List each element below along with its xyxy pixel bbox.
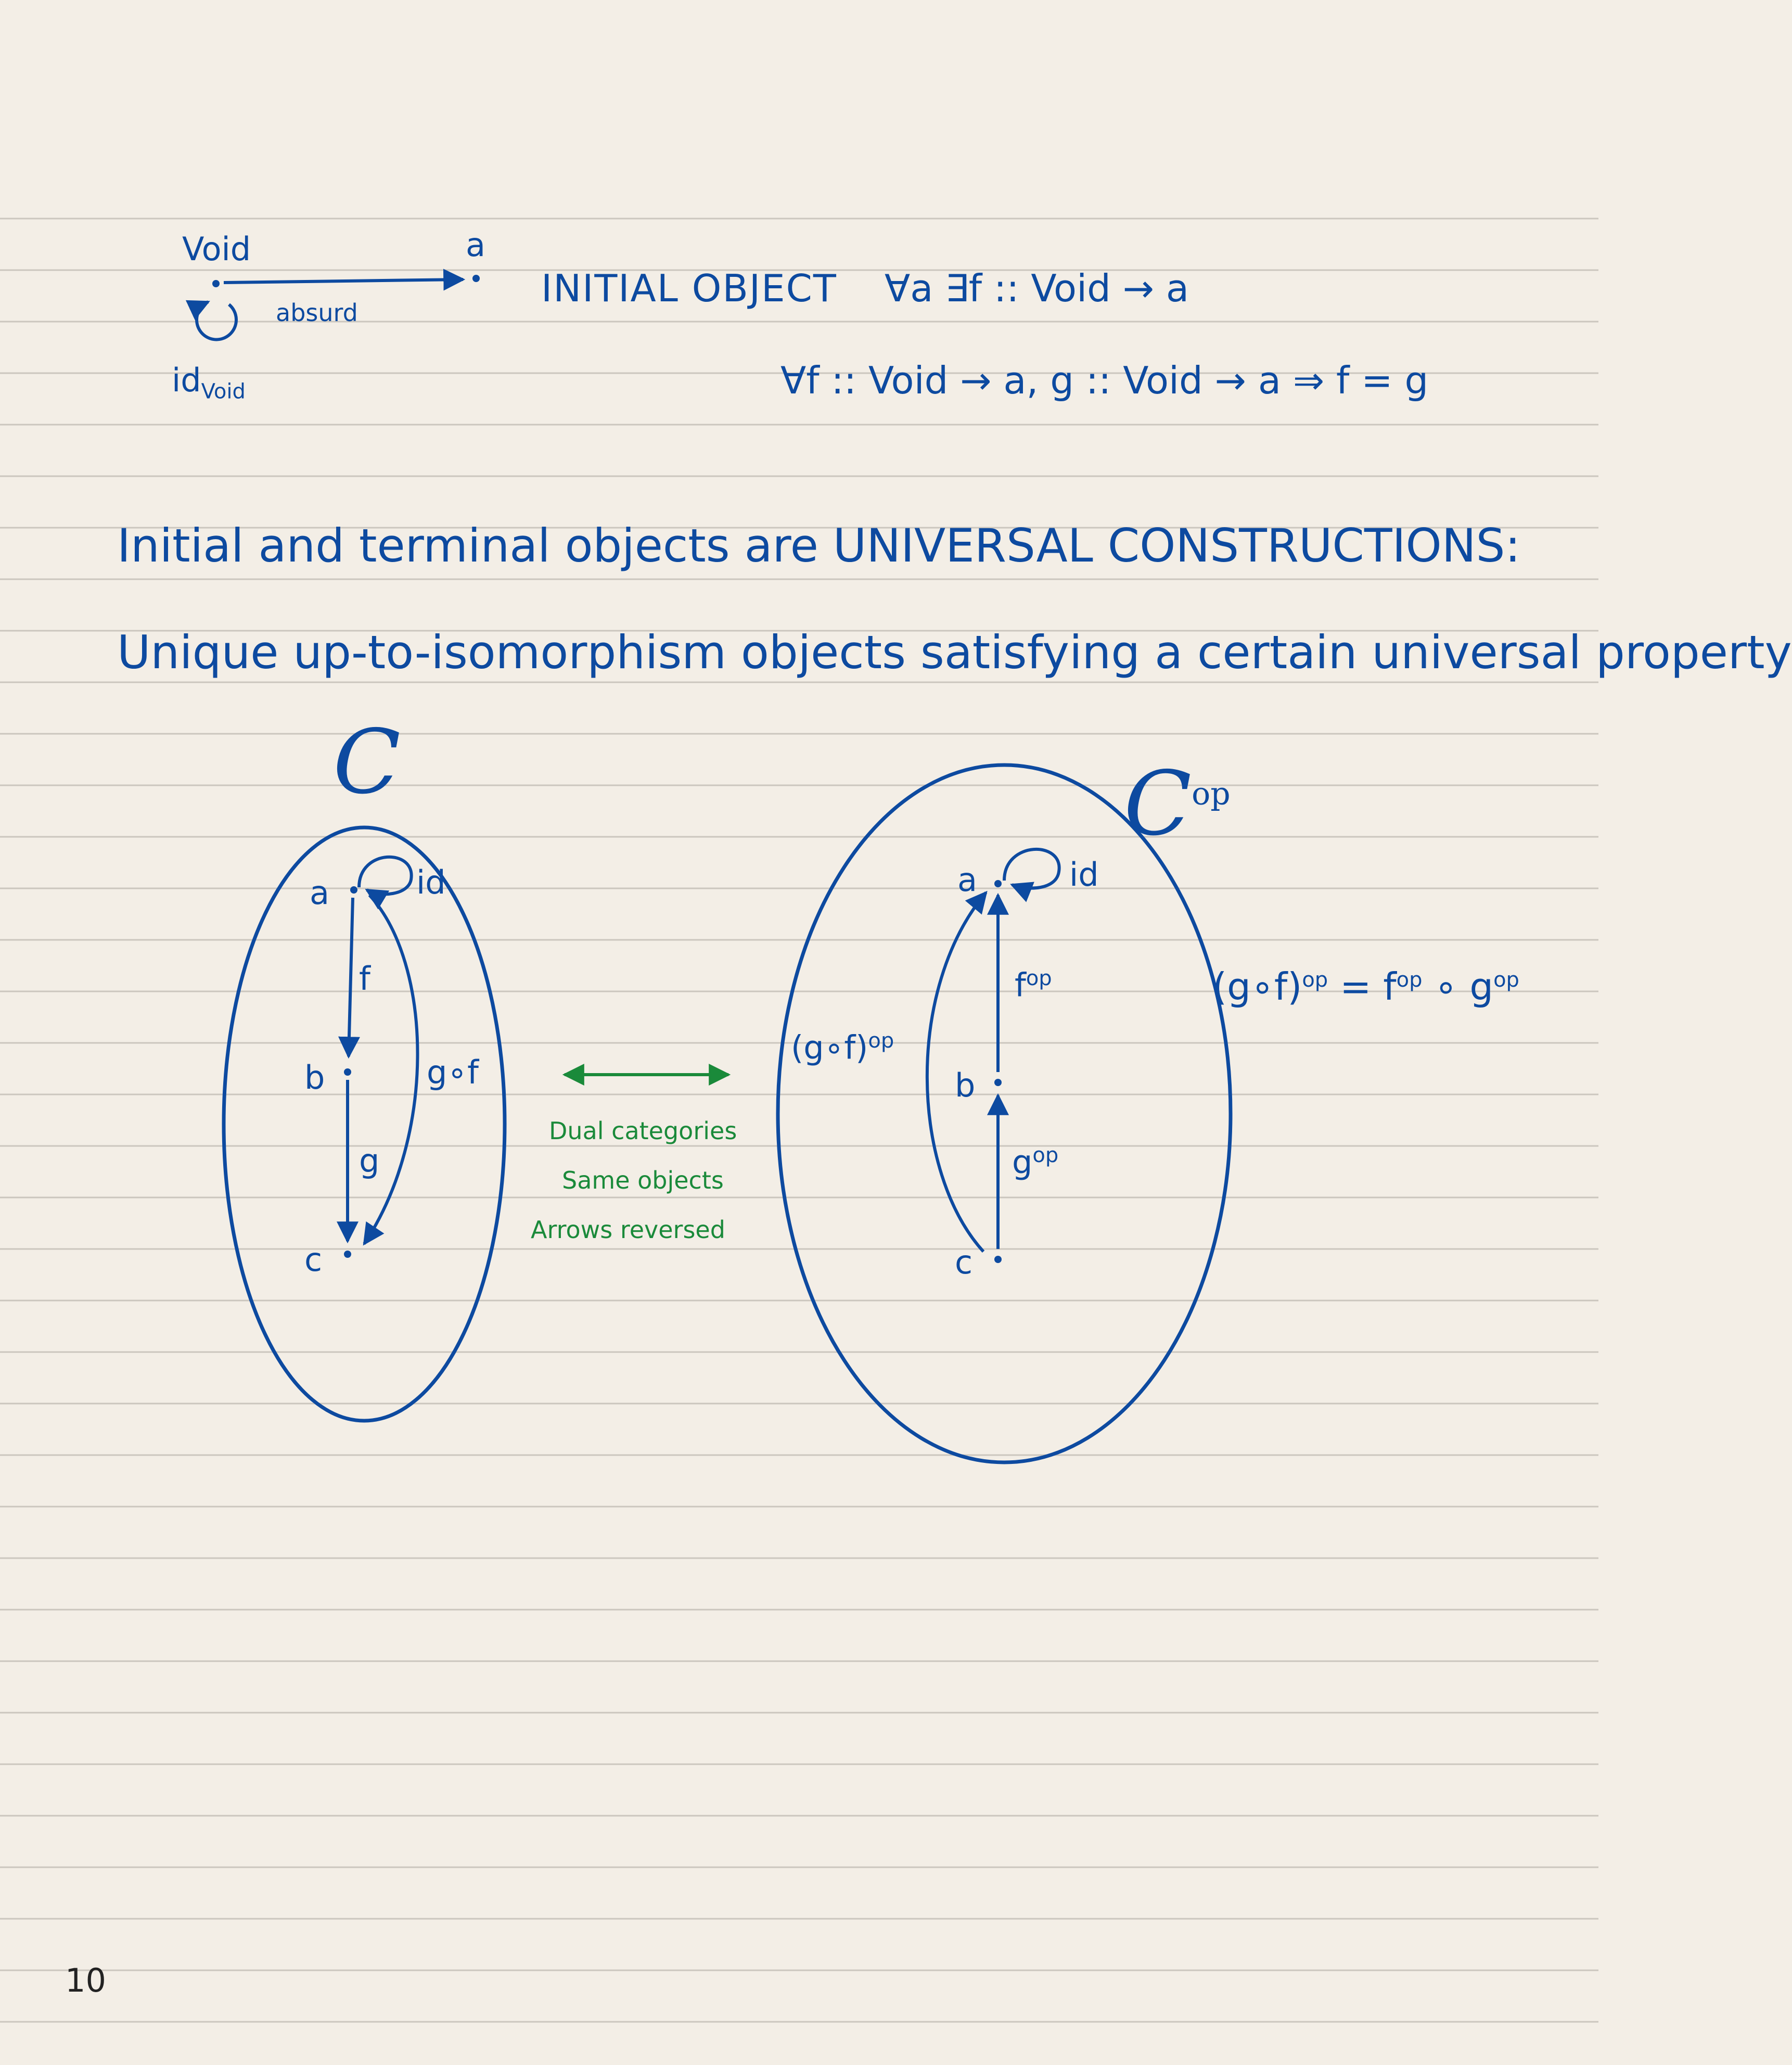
c-a-dot [350,886,357,894]
cop-gofop-label: (g∘f)$^{op}$ [791,1028,894,1067]
cop-a-dot [994,880,1002,887]
category-cop-name: $C^{op}$ [1124,753,1231,856]
c-f-arrow [349,898,353,1056]
a-dot [472,275,480,282]
cop-obj-a: a [957,861,977,899]
cop-fop-label: $f^{op}$ [1015,966,1052,1004]
duality-line-2: Same objects [562,1166,724,1194]
initial-object-definition: ∀a ∃f :: Void → a [885,266,1189,310]
uniqueness-condition: ∀f :: Void → a, g :: Void → a ⇒ f = g [780,359,1429,402]
c-gof-label: g∘f [427,1053,479,1091]
absurd-arrow [224,279,463,283]
c-id-label: id [416,863,446,901]
id-void-label: $id_{Void}$ [172,361,246,404]
category-cop-boundary [778,765,1231,1462]
initial-object-title: INITIAL OBJECT [541,266,837,310]
cop-c-dot [994,1256,1002,1263]
c-obj-a: a [310,874,329,912]
page-number: 10 [65,1961,106,1999]
universal-line-1: Initial and terminal objects are UNIVERSAL CONSTRUCTIONS: [117,519,1521,572]
c-f-label: f [359,960,370,998]
duality-line-1: Dual categories [549,1117,737,1145]
c-obj-c: c [304,1241,323,1279]
cop-id-loop [1004,849,1059,888]
id-void-loop [197,302,236,339]
category-c-boundary [224,827,505,1421]
c-obj-b: b [304,1059,325,1097]
composition-law: (g∘f)$^{op}$ = $f^{op}$ ∘ $g^{op}$ [1212,965,1519,1009]
category-c-name: C [333,711,401,814]
c-gof-arrow [364,895,418,1244]
c-g-label: g [359,1142,380,1180]
universal-line-2: Unique up-to-isomorphism objects satisfying a certain universal property [117,626,1792,679]
c-b-dot [344,1068,351,1076]
a-label: a [466,226,485,264]
c-c-dot [344,1251,351,1258]
void-dot [212,280,220,287]
cop-obj-c: c [955,1243,973,1281]
duality-line-3: Arrows reversed [531,1216,725,1244]
absurd-label: absurd [276,299,358,327]
void-label: Void [182,230,251,268]
cop-id-label: id [1069,856,1099,894]
cop-gop-label: $g^{op}$ [1012,1143,1059,1181]
cop-b-dot [994,1079,1002,1086]
c-id-loop [359,857,412,894]
cop-obj-b: b [955,1066,976,1104]
